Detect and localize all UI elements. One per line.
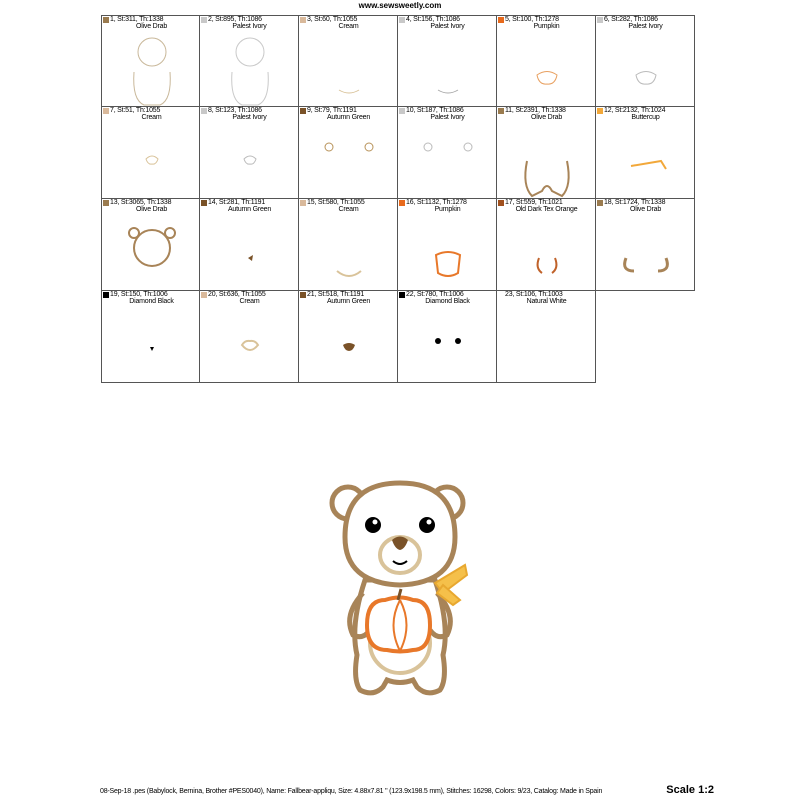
step-stitch-info: 18, St:1724, Th:1338 <box>604 199 666 206</box>
step-stitch-info: 2, St:895, Th:1086 <box>208 16 262 23</box>
step-thumbnail <box>596 121 695 199</box>
color-step-cell <box>398 15 497 107</box>
thread-color-name: Old Dark Tex Orange <box>515 206 578 213</box>
scale-label: Scale 1:2 <box>666 784 714 796</box>
color-step-cell <box>299 199 398 291</box>
color-step-cell <box>497 199 596 291</box>
thread-color-name: Palest Ivory <box>430 23 465 30</box>
thread-color-name: Olive Drab <box>629 206 662 213</box>
color-step-cell <box>101 199 200 291</box>
step-stitch-info: 13, St:3065, Th:1338 <box>110 199 172 206</box>
step-thumbnail <box>102 213 201 291</box>
thread-color-name: Cream <box>338 23 359 30</box>
step-stitch-info: 20, St:636, Th:1055 <box>208 291 266 298</box>
step-stitch-info: 15, St:580, Th:1055 <box>307 199 365 206</box>
color-step-cell <box>299 107 398 199</box>
thread-color-name: Olive Drab <box>135 23 168 30</box>
thread-color-name: Palest Ivory <box>232 23 267 30</box>
color-step-cell <box>596 107 695 199</box>
thread-color-name: Natural White <box>526 298 567 305</box>
step-thumbnail <box>398 305 497 383</box>
step-stitch-info: 5, St:100, Th:1278 <box>505 16 559 23</box>
color-step-cell <box>101 15 200 107</box>
thread-color-name: Autumn Green <box>326 298 371 305</box>
step-thumbnail <box>299 121 398 199</box>
step-thumbnail <box>200 305 299 383</box>
step-thumbnail <box>102 121 201 199</box>
step-thumbnail <box>102 305 201 383</box>
thread-color-name: Diamond Black <box>129 298 174 305</box>
step-thumbnail <box>497 121 596 199</box>
step-thumbnail <box>299 305 398 383</box>
color-step-cell <box>200 291 299 383</box>
step-stitch-info: 10, St:187, Th:1086 <box>406 107 464 114</box>
step-stitch-info: 11, St:2391, Th:1338 <box>505 107 566 114</box>
color-step-cell <box>101 107 200 199</box>
step-stitch-info: 1, St:311, Th:1338 <box>110 16 164 23</box>
thread-color-name: Olive Drab <box>530 114 563 121</box>
step-thumbnail <box>398 213 497 291</box>
color-step-cell <box>101 291 200 383</box>
color-step-cell <box>596 15 695 107</box>
thread-color-name: Cream <box>239 298 260 305</box>
color-step-cell <box>398 291 497 383</box>
step-thumbnail <box>200 213 299 291</box>
thread-color-name: Cream <box>141 114 162 121</box>
step-stitch-info: 14, St:281, Th:1191 <box>208 199 266 206</box>
color-step-cell <box>200 199 299 291</box>
step-stitch-info: 6, St:282, Th:1086 <box>604 16 658 23</box>
step-stitch-info: 7, St:51, Th:1055 <box>110 107 161 114</box>
thread-color-name: Olive Drab <box>135 206 168 213</box>
color-step-cell <box>299 15 398 107</box>
thread-color-name: Palest Ivory <box>430 114 465 121</box>
thread-color-name: Palest Ivory <box>628 23 663 30</box>
step-thumbnail <box>497 213 596 291</box>
color-step-cell <box>398 107 497 199</box>
thread-color-name: Autumn Green <box>227 206 272 213</box>
color-step-cell <box>497 107 596 199</box>
step-thumbnail <box>596 30 695 108</box>
color-step-cell <box>200 15 299 107</box>
step-thumbnail <box>200 30 299 108</box>
color-step-cell <box>497 291 596 383</box>
color-step-cell <box>596 199 695 291</box>
step-stitch-info: 21, St:518, Th:1191 <box>307 291 365 298</box>
color-step-cell <box>398 199 497 291</box>
color-step-cell <box>497 15 596 107</box>
thread-color-name: Pumpkin <box>434 206 461 213</box>
site-title: www.sewsweetly.com <box>358 1 442 10</box>
step-thumbnail <box>299 30 398 108</box>
thread-color-name: Diamond Black <box>425 298 470 305</box>
step-stitch-info: 4, St:156, Th:1086 <box>406 16 460 23</box>
step-thumbnail <box>299 213 398 291</box>
step-stitch-info: 8, St:123, Th:1086 <box>208 107 262 114</box>
color-step-grid <box>101 15 696 385</box>
step-stitch-info: 3, St:60, Th:1055 <box>307 16 358 23</box>
step-thumbnail <box>398 121 497 199</box>
thread-color-name: Buttercup <box>631 114 660 121</box>
step-thumbnail <box>398 30 497 108</box>
bear-design-preview <box>315 475 485 710</box>
step-stitch-info: 12, St:2132, Th:1024 <box>604 107 666 114</box>
step-stitch-info: 16, St:1132, Th:1278 <box>406 199 467 206</box>
thread-color-name: Cream <box>338 206 359 213</box>
step-stitch-info: 22, St:780, Th:1006 <box>406 291 464 298</box>
step-stitch-info: 19, St:150, Th:1006 <box>110 291 168 298</box>
thread-color-name: Pumpkin <box>533 23 560 30</box>
step-stitch-info: 9, St:79, Th:1191 <box>307 107 357 114</box>
step-stitch-info: 17, St:559, Th:1021 <box>505 199 563 206</box>
thread-color-name: Palest Ivory <box>232 114 267 121</box>
color-step-cell <box>299 291 398 383</box>
step-thumbnail <box>497 305 596 383</box>
step-thumbnail <box>200 121 299 199</box>
step-stitch-info: 23, St:106, Th:1003 <box>505 291 563 298</box>
thread-color-name: Autumn Green <box>326 114 371 121</box>
step-thumbnail <box>497 30 596 108</box>
step-thumbnail <box>596 213 695 291</box>
step-thumbnail <box>102 30 201 108</box>
color-step-cell <box>200 107 299 199</box>
design-info-footer: 08-Sep-18 .pes (Babylock, Bernina, Brother #PES0040), Name: Fallbear-appliqu, Size: 4.88x7.81 " (123.9x198.5 mm), Stitches: 16298, Colors: 9/23, Catalog: Made in Spain <box>100 788 603 795</box>
